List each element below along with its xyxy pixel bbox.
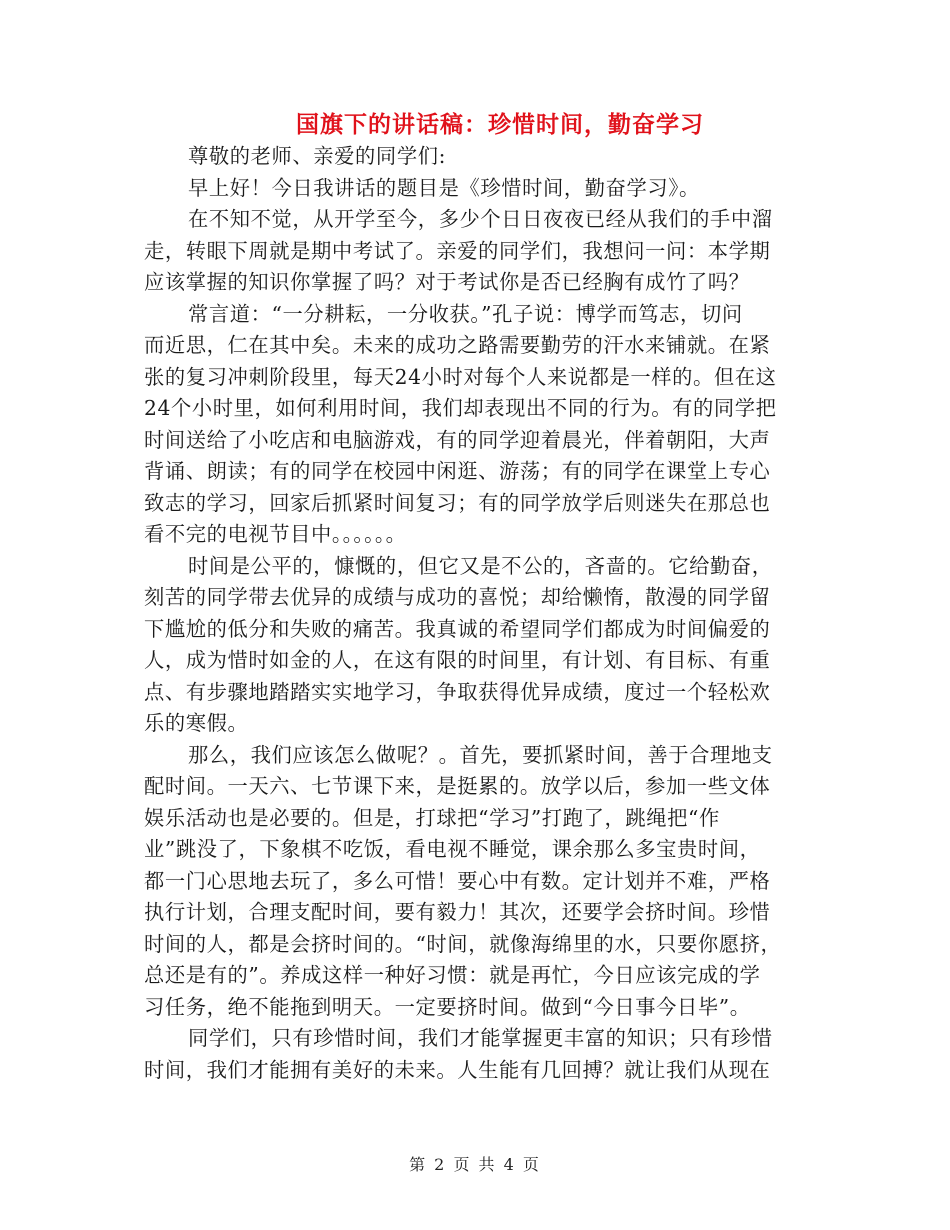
text-line: 点、有步骤地踏踏实实地学习，争取获得优异成绩，度过一个轻松欢	[144, 679, 771, 704]
text-line: 24个小时里，如何利用时间，我们却表现出不同的行为。有的同学把	[144, 396, 777, 420]
text-line: 尊敬的老师、亲爱的同学们:	[188, 144, 447, 168]
text-line: 时间是公平的，慷慨的，但它又是不公的，吝啬的。它给勤奋，	[188, 553, 773, 578]
text-line: 娱乐活动也是必要的。但是，打球把“学习”打跑了，跳绳把“作	[144, 805, 720, 830]
text-line: 张的复习冲刺阶段里，每天24小时对每个人来说都是一样的。但在这	[144, 364, 777, 389]
text-line: 时间，我们才能拥有美好的未来。人生能有几回搏？就让我们从现在	[144, 1057, 771, 1082]
text-line: 配时间。一天六、七节课下来，是挺累的。放学以后，参加一些文体	[144, 774, 771, 798]
text-line: 时间的人，都是会挤时间的。“时间，就像海绵里的水，只要你愿挤，	[144, 931, 782, 956]
text-line: 乐的寒假。	[144, 711, 249, 735]
text-line: 走，转眼下周就是期中考试了。亲爱的同学们，我想问一问：本学期	[144, 238, 771, 263]
document-title: 国旗下的讲话稿：珍惜时间，勤奋学习	[296, 112, 704, 138]
text-line: 那么，我们应该怎么做呢？。首先，要抓紧时间，善于合理地支	[188, 742, 773, 767]
text-line: 下尴尬的低分和失败的痛苦。我真诚的希望同学们都成为时间偏爱的	[144, 616, 771, 641]
text-line: 同学们，只有珍惜时间，我们才能掌握更丰富的知识；只有珍惜	[188, 1026, 773, 1050]
text-line: 业”跳没了，下象棋不吃饭，看电视不睡觉，课余那么多宝贵时间，	[144, 837, 761, 861]
text-line: 早上好！今日我讲话的题目是《珍惜时间，勤奋学习》。	[188, 175, 700, 200]
page-footer: 第 2 页 共 4 页	[409, 1155, 541, 1174]
text-line: 常言道：“一分耕耘，一分收获。”孔子说：博学而笃志，切问	[188, 301, 743, 326]
document-body	[144, 141, 808, 1086]
text-line: 背诵、朗读；有的同学在校园中闲逛、游荡；有的同学在课堂上专心	[144, 459, 771, 483]
text-line: 总还是有的”。养成这样一种好习惯：就是再忙，今日应该完成的学	[144, 963, 761, 987]
text-line: 致志的学习，回家后抓紧时间复习；有的同学放学后则迷失在那总也	[144, 490, 771, 515]
text-line: 刻苦的同学带去优异的成绩与成功的喜悦；却给懒惰，散漫的同学留	[144, 585, 771, 609]
text-line: 而近思，仁在其中矣。未来的成功之路需要勤劳的汗水来铺就。在紧	[144, 333, 771, 357]
text-line: 习任务，绝不能拖到明天。一定要挤时间。做到“今日事今日毕”。	[144, 994, 751, 1019]
text-line: 在不知不觉，从开学至今，多少个日日夜夜已经从我们的手中溜	[188, 207, 773, 231]
text-line: 时间送给了小吃店和电脑游戏，有的同学迎着晨光，伴着朝阳，大声	[144, 427, 771, 452]
text-line: 应该掌握的知识你掌握了吗？对于考试你是否已经胸有成竹了吗？	[144, 270, 750, 294]
text-line: 执行计划，合理支配时间，要有毅力！其次，还要学会挤时间。珍惜	[144, 900, 771, 924]
text-line: 看不完的电视节目中。。。。。。	[144, 522, 407, 546]
text-line: 人，成为惜时如金的人，在这有限的时间里，有计划、有目标、有重	[144, 648, 771, 672]
text-line: 都一门心思地去玩了，多么可惜！要心中有数。定计划并不难，严格	[144, 868, 771, 893]
